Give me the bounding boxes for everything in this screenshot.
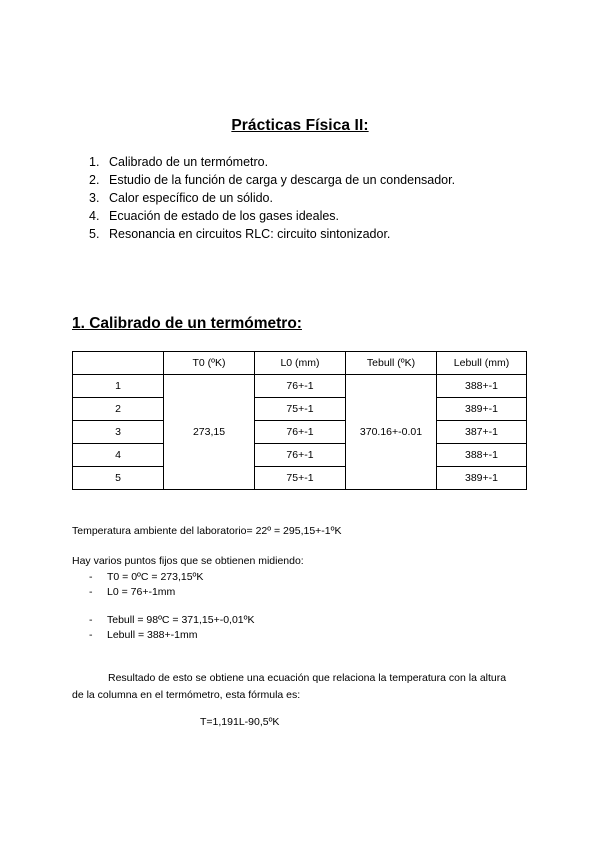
list-item xyxy=(89,570,203,585)
cell-lebull: 389+-1 xyxy=(437,398,527,421)
cell-lebull: 388+-1 xyxy=(437,444,527,467)
calibration-table xyxy=(72,351,527,490)
cell-l0: 76+-1 xyxy=(255,421,346,444)
cell-tebull-merged: 370.16+-0.01 xyxy=(346,375,437,490)
cell-lebull: 388+-1 xyxy=(437,375,527,398)
cell-lebull: 387+-1 xyxy=(437,421,527,444)
section-heading: 1. Calibrado de un termómetro: xyxy=(72,315,302,332)
list-item-text: T0 = 0ºC = 273,15ºK xyxy=(107,571,204,583)
dash-marker: - xyxy=(89,614,93,626)
calibration-formula: T=1,191L-90,5ºK xyxy=(200,716,280,728)
list-item-text: Tebull = 98ºC = 371,15+-0,01ºK xyxy=(107,614,255,626)
cell-index: 2 xyxy=(73,398,164,421)
practice-text: Resonancia en circuitos RLC: circuito sintonizador. xyxy=(109,227,391,241)
practice-text: Ecuación de estado de los gases ideales. xyxy=(109,209,340,223)
list-item-text: Lebull = 388+-1mm xyxy=(107,629,198,641)
table-row xyxy=(73,467,527,490)
practice-number: 1. xyxy=(89,155,100,169)
fixed-points-intro: Hay varios puntos fijos que se obtienen midiendo: xyxy=(72,555,304,567)
cell-index: 1 xyxy=(73,375,164,398)
cell-l0: 75+-1 xyxy=(255,398,346,421)
header-blank xyxy=(73,352,164,375)
table-row xyxy=(73,444,527,467)
cell-lebull: 389+-1 xyxy=(437,467,527,490)
practice-item xyxy=(89,189,455,207)
ambient-temperature-text: Temperatura ambiente del laboratorio= 22º = 295,15+-1ºK xyxy=(72,525,342,537)
cell-l0: 75+-1 xyxy=(255,467,346,490)
document-title: Prácticas Física II: xyxy=(231,117,369,134)
result-paragraph: Resultado de esto se obtiene una ecuación que relaciona la temperatura con la altura de la columna en el termómetro, esta fórmula es: xyxy=(72,672,507,701)
practices-list xyxy=(89,153,455,243)
practice-item xyxy=(89,207,455,225)
practice-text: Calor específico de un sólido. xyxy=(109,191,273,205)
practice-number: 4. xyxy=(89,209,100,223)
cell-l0: 76+-1 xyxy=(255,444,346,467)
header-lebull: Lebull (mm) xyxy=(437,352,527,375)
list-item-text: L0 = 76+-1mm xyxy=(107,586,176,598)
header-l0: L0 (mm) xyxy=(255,352,346,375)
practice-number: 3. xyxy=(89,191,100,205)
cell-t0-merged: 273,15 xyxy=(164,375,255,490)
fixed-points-list-initial xyxy=(89,570,203,600)
practice-number: 5. xyxy=(89,227,100,241)
practice-number: 2. xyxy=(89,173,100,187)
table-row xyxy=(73,398,527,421)
dash-marker: - xyxy=(89,571,93,583)
practice-text: Estudio de la función de carga y descarga de un condensador. xyxy=(109,173,456,187)
practice-item xyxy=(89,225,455,243)
list-item xyxy=(89,628,254,643)
header-tebull: Tebull (ºK) xyxy=(346,352,437,375)
dash-marker: - xyxy=(89,586,93,598)
cell-l0: 76+-1 xyxy=(255,375,346,398)
table-header-row xyxy=(73,352,527,375)
practice-item xyxy=(89,171,455,189)
practice-item xyxy=(89,153,455,171)
list-item xyxy=(89,585,203,600)
dash-marker: - xyxy=(89,629,93,641)
header-t0: T0 (ºK) xyxy=(164,352,255,375)
list-item xyxy=(89,613,254,628)
cell-index: 5 xyxy=(73,467,164,490)
cell-index: 4 xyxy=(73,444,164,467)
practice-text: Calibrado de un termómetro. xyxy=(109,155,269,169)
fixed-points-list-boiling xyxy=(89,613,254,643)
cell-index: 3 xyxy=(73,421,164,444)
table-row xyxy=(73,375,527,398)
table-row xyxy=(73,421,527,444)
